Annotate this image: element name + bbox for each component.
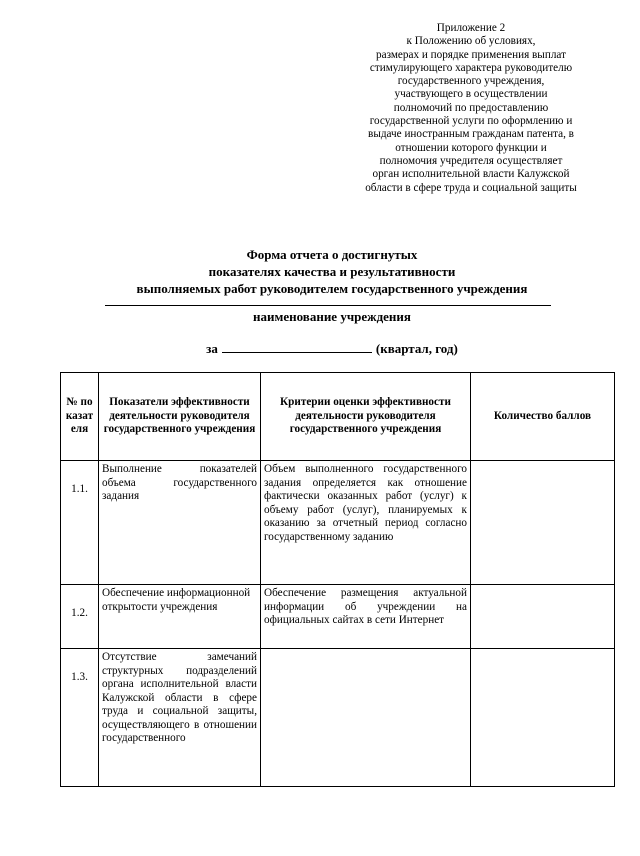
row-points xyxy=(471,585,615,649)
row-points xyxy=(471,649,615,787)
header-indicator: Показатели эффективности деятельности руководителя государственного учреждения xyxy=(99,373,261,461)
period-suffix: (квартал, год) xyxy=(375,341,458,356)
appendix-line: выдаче иностранным гражданам патента, в xyxy=(368,128,574,141)
period-line xyxy=(60,340,604,357)
row-num: 1.1. xyxy=(61,461,99,585)
indicators-table xyxy=(60,372,615,787)
institution-name-line xyxy=(105,305,551,306)
table-row xyxy=(61,649,615,787)
row-criteria: Объем выполненного государственного задания определяется как отношение фактически оказанных работ (услуг) к объему работ (услуг), планируемых к оказанию за отчетный период согласно государственному заданию xyxy=(261,461,471,585)
row-indicator: Отсутствие замечаний структурных подразделений органа исполнительной власти Калужской области в сфере труда и социальной защиты, осуществляющего в отношении государственного xyxy=(99,649,261,787)
appendix-line: к Положению об условиях, xyxy=(406,35,536,48)
appendix-line: Приложение 2 xyxy=(436,22,506,34)
appendix-line: стимулирующего характера руководителю xyxy=(369,61,573,74)
institution-caption: наименование учреждения xyxy=(253,309,411,324)
title-line-1: Форма отчета о достигнутых xyxy=(246,247,418,262)
header-points: Количество баллов xyxy=(471,373,615,461)
row-criteria: Обеспечение размещения актуальной информации об учреждении на официальных сайтах в сети Интернет xyxy=(261,585,471,649)
row-points xyxy=(471,461,615,585)
table-row xyxy=(61,461,615,585)
table-header-row xyxy=(61,373,615,461)
row-num: 1.3. xyxy=(61,649,99,787)
appendix-line: орган исполнительной власти Калужской xyxy=(372,168,570,181)
row-criteria xyxy=(261,649,471,787)
period-prefix: за xyxy=(206,341,218,356)
appendix-line: полномочий по предоставлению xyxy=(393,101,549,114)
row-indicator: Обеспечение информационной открытости учреждения xyxy=(99,585,261,649)
appendix-line: отношении которого функции и xyxy=(395,141,547,154)
appendix-line: области в сфере труда и социальной защиты xyxy=(365,181,577,194)
title-line-2: показателях качества и результативности xyxy=(208,264,456,279)
appendix-line: полномочия учредителя осуществляет xyxy=(379,154,563,167)
row-indicator: Выполнение показателей объема государственного задания xyxy=(99,461,261,585)
form-title xyxy=(60,246,604,297)
appendix-header xyxy=(330,22,612,195)
row-num: 1.2. xyxy=(61,585,99,649)
appendix-line: участвующего в осуществлении xyxy=(394,88,548,101)
table-row xyxy=(61,585,615,649)
header-criteria: Критерии оценки эффективности деятельности руководителя государственного учреждения xyxy=(261,373,471,461)
header-num: № показателя xyxy=(61,373,99,461)
appendix-line: государственной услуги по оформлению и xyxy=(369,115,573,128)
period-blank-field xyxy=(222,340,372,353)
appendix-line: государственного учреждения, xyxy=(397,75,545,88)
title-line-3: выполняемых работ руководителем государственного учреждения xyxy=(136,281,528,296)
appendix-line: размерах и порядке применения выплат xyxy=(376,48,566,61)
